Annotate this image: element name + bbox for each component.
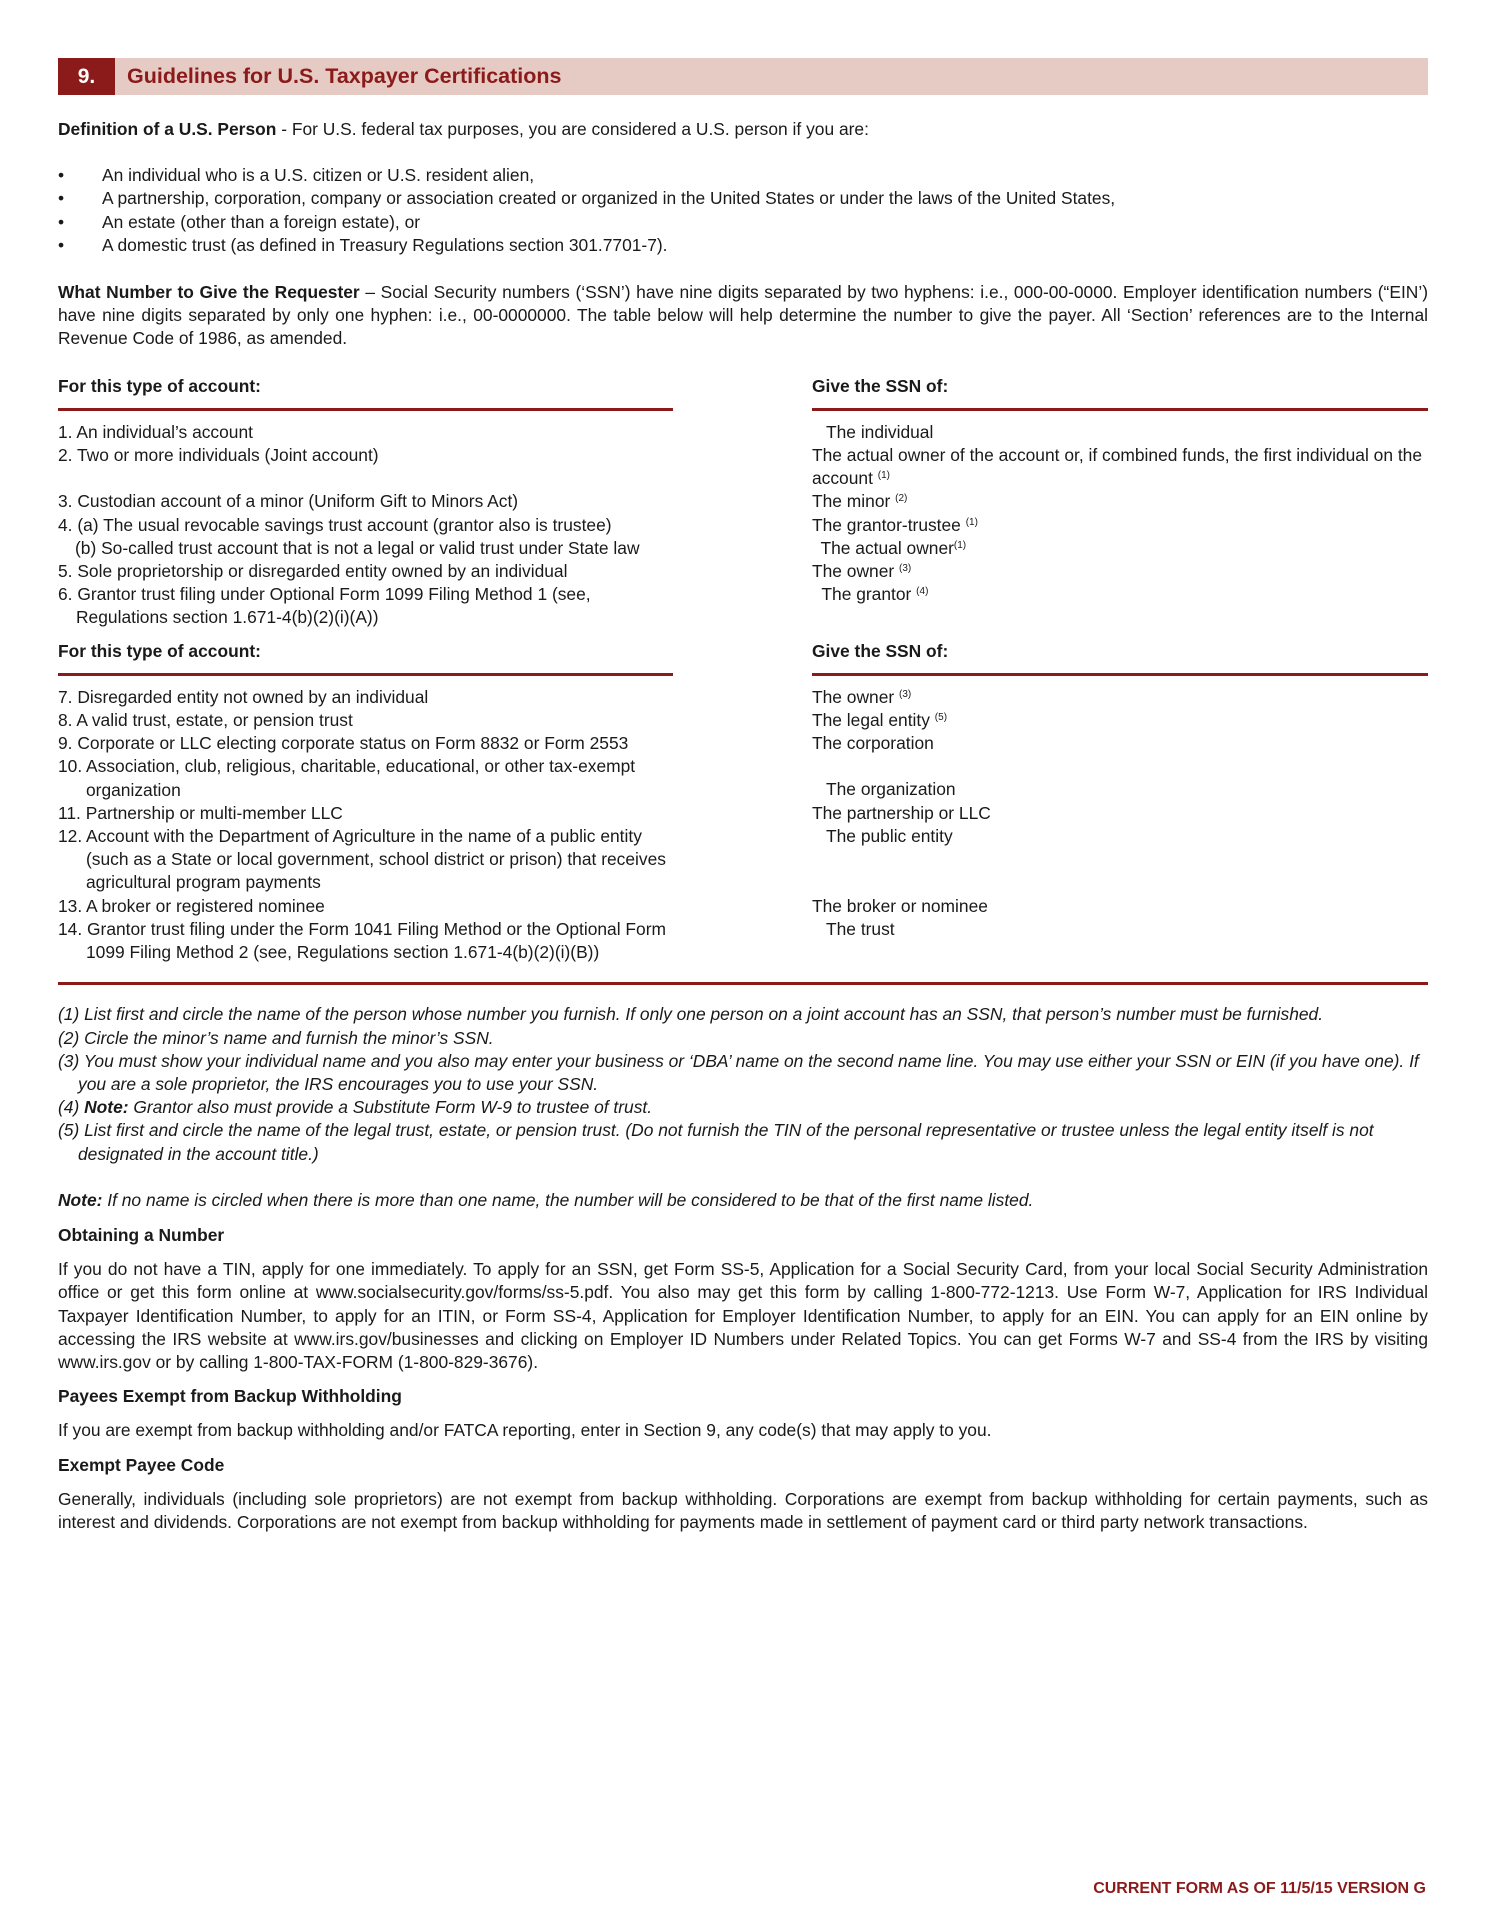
table-row: 14. Grantor trust filing under the Form 1041 Filing Method or the Optional Form 1099 Filing Method 2 (see, Regulations section 1.671-4(b)(2)(i)(B)) The trust — [58, 918, 895, 963]
table-divider — [58, 982, 1428, 985]
header-account-type: For this type of account: — [58, 375, 673, 411]
table-row: 9. Corporate or LLC electing corporate status on Form 8832 or Form 2553 The corporation — [58, 733, 934, 754]
ssn-table — [58, 375, 1428, 965]
footer-version: CURRENT FORM AS OF 11/5/15 VERSION G — [1093, 1880, 1426, 1897]
note-text: If no name is circled when there is more than one name, the number will be considered to be that of the first name listed. — [102, 1189, 1034, 1210]
section-number: 9. — [58, 58, 115, 95]
header-give-ssn: Give the SSN of: — [812, 375, 1428, 411]
footnote-ref: (2) — [895, 493, 908, 505]
header-give-ssn-2: Give the SSN of: — [812, 640, 1428, 676]
payees-text: If you are exempt from backup withholding and/or FATCA reporting, enter in Section 9, any code(s) that may apply to you. — [58, 1420, 992, 1441]
note-paragraph — [58, 1189, 1428, 1212]
footnote-5: (5) List first and circle the name of the legal trust, estate, or pension trust. (Do not furnish the TIN of the personal representative or trustee unless the legal entity itself is not designated in the account title.) — [58, 1120, 1374, 1164]
table-row: 13. A broker or registered nominee The broker or nominee — [58, 895, 988, 916]
footnotes — [58, 1003, 1428, 1165]
list-item: • A domestic trust (as defined in Treasury Regulations section 301.7701-7). — [58, 234, 1428, 257]
document-page — [58, 58, 1428, 1534]
bullet-icon: • — [58, 211, 65, 232]
table-row: 5. Sole proprietorship or disregarded entity owned by an individual The owner $^{(3)}$ — [58, 561, 912, 582]
footnote-4: (4) Note: Grantor also must provide a Substitute Form W-9 to trustee of trust. — [58, 1097, 653, 1118]
table-row: 8. A valid trust, estate, or pension trust The legal entity $^{(5)}$ — [58, 710, 948, 731]
exempt-code-heading: Exempt Payee Code — [58, 1454, 225, 1475]
obtaining-text: If you do not have a TIN, apply for one immediately. To apply for an SSN, get Form SS-5, Application for a Social Security Card, from your local Social Security Administration office or get this form online at www.socialsecurity.gov/forms/ss-5.pdf. You also may get this form by calling 1-800-772-1213. Use Form W-7, Application for IRS Individual Taxpayer Identification Number, to apply for an ITIN, or Form SS-4, Application for Employer Identification Number, to apply for an EIN. You can apply for an EIN online by accessing the IRS website at www.irs.gov/businesses and clicking on Employer ID Numbers under Related Topics. You can get Forms W-7 and SS-4 from the IRS by visiting www.irs.gov or by calling 1-800-TAX-FORM (1-800-829-3676). — [58, 1259, 1428, 1372]
obtaining-heading: Obtaining a Number — [58, 1224, 225, 1245]
list-item: • A partnership, corporation, company or association created or organized in the United States or under the laws of the United States, — [58, 187, 1428, 210]
definition-label: Definition of a U.S. Person — [58, 119, 277, 139]
footnote-ref: (3) — [899, 563, 912, 575]
table-row: 10. Association, club, religious, charitable, educational, or other tax-exempt organization The organization — [58, 756, 956, 800]
footnote-ref: (5) — [934, 712, 948, 724]
what-number-paragraph — [58, 281, 1428, 351]
us-person-list — [58, 164, 1428, 257]
list-item: • An individual who is a U.S. citizen or U.S. resident alien, — [58, 164, 1428, 187]
table-row: 3. Custodian account of a minor (Uniform Gift to Minors Act) The minor $^{(2)}$ — [58, 491, 908, 512]
table-row: 7. Disregarded entity not owned by an individual The owner $^{(3)}$ — [58, 686, 912, 707]
table-row: 4. (a) The usual revocable savings trust account (grantor also is trustee) The grantor-trustee $^{(1)}$ — [58, 514, 978, 535]
bullet-icon: • — [58, 234, 65, 255]
footnote-ref: (4) — [916, 586, 929, 598]
list-item: • An estate (other than a foreign estate), or — [58, 211, 1428, 234]
bullet-icon: • — [58, 165, 65, 186]
table-header — [58, 375, 1428, 421]
table-header-2 — [58, 640, 1428, 686]
footnote-1: (1) List first and circle the name of the person whose number you furnish. If only one person on a joint account has an SSN, that person’s number must be furnished. — [58, 1004, 1324, 1025]
footnote-ref: (3) — [899, 688, 912, 700]
footnote-ref: (1) — [877, 470, 890, 482]
table-row: 2. Two or more individuals (Joint account) The actual owner of the account or, if combined funds, the first individual on the account $^{(1)}$ — [58, 445, 1422, 489]
definition-paragraph — [58, 118, 1428, 141]
table-row: 1. An individual’s account The individual — [58, 421, 934, 442]
footnote-ref: (1) — [965, 516, 978, 528]
section-header — [58, 58, 1428, 95]
section-title: Guidelines for U.S. Taxpayer Certifications — [127, 63, 562, 88]
exempt-code-text: Generally, individuals (including sole proprietors) are not exempt from backup withholding. Corporations are exempt from backup withholding for certain payments, such as interest and dividends. Corporations are not exempt from backup withholding for payments made in settlement of payment card or third party network transactions. — [58, 1488, 1428, 1532]
definition-text: - For U.S. federal tax purposes, you are considered a U.S. person if you are: — [276, 119, 869, 139]
header-account-type-2: For this type of account: — [58, 640, 673, 676]
footnote-2: (2) Circle the minor’s name and furnish the minor’s SSN. — [58, 1027, 494, 1048]
payees-heading: Payees Exempt from Backup Withholding — [58, 1386, 402, 1407]
table-row: 12. Account with the Department of Agriculture in the name of a public entity (such as a State or local government, school district or prison) that receives agricultural program payments The public entity — [58, 826, 953, 893]
table-row: (b) So-called trust account that is not a legal or valid trust under State law The actual owner$^{(1)}$ — [75, 537, 967, 558]
bullet-icon: • — [58, 188, 65, 209]
what-number-text: – Social Security numbers (‘SSN’) have nine digits separated by two hyphens: i.e., 000-00-0000. Employer identification numbers (“EIN’) have nine digits separated by only one hyphen: i.e., 00-0000000. The table below will help determine the number to give the payer. All ‘Section’ references are to the Internal Revenue Code of 1986, as amended. — [58, 282, 1428, 349]
note-label: Note: — [58, 1189, 103, 1210]
table-row: 11. Partnership or multi-member LLC The partnership or LLC — [58, 802, 991, 823]
footnote-3: (3) You must show your individual name and you also may enter your business or ‘DBA’ name on the second name line. You may use either your SSN or EIN (if you have one). If you are a sole proprietor, the IRS encourages you to use your SSN. — [58, 1050, 1419, 1094]
footnote-ref: (1) — [953, 539, 967, 551]
what-number-label: What Number to Give the Requester — [58, 282, 360, 303]
table-row: 6. Grantor trust filing under Optional Form 1099 Filing Method 1 (see, Regulations section 1.671-4(b)(2)(i)(A)) The grantor $^{(4)}$ — [58, 584, 929, 628]
